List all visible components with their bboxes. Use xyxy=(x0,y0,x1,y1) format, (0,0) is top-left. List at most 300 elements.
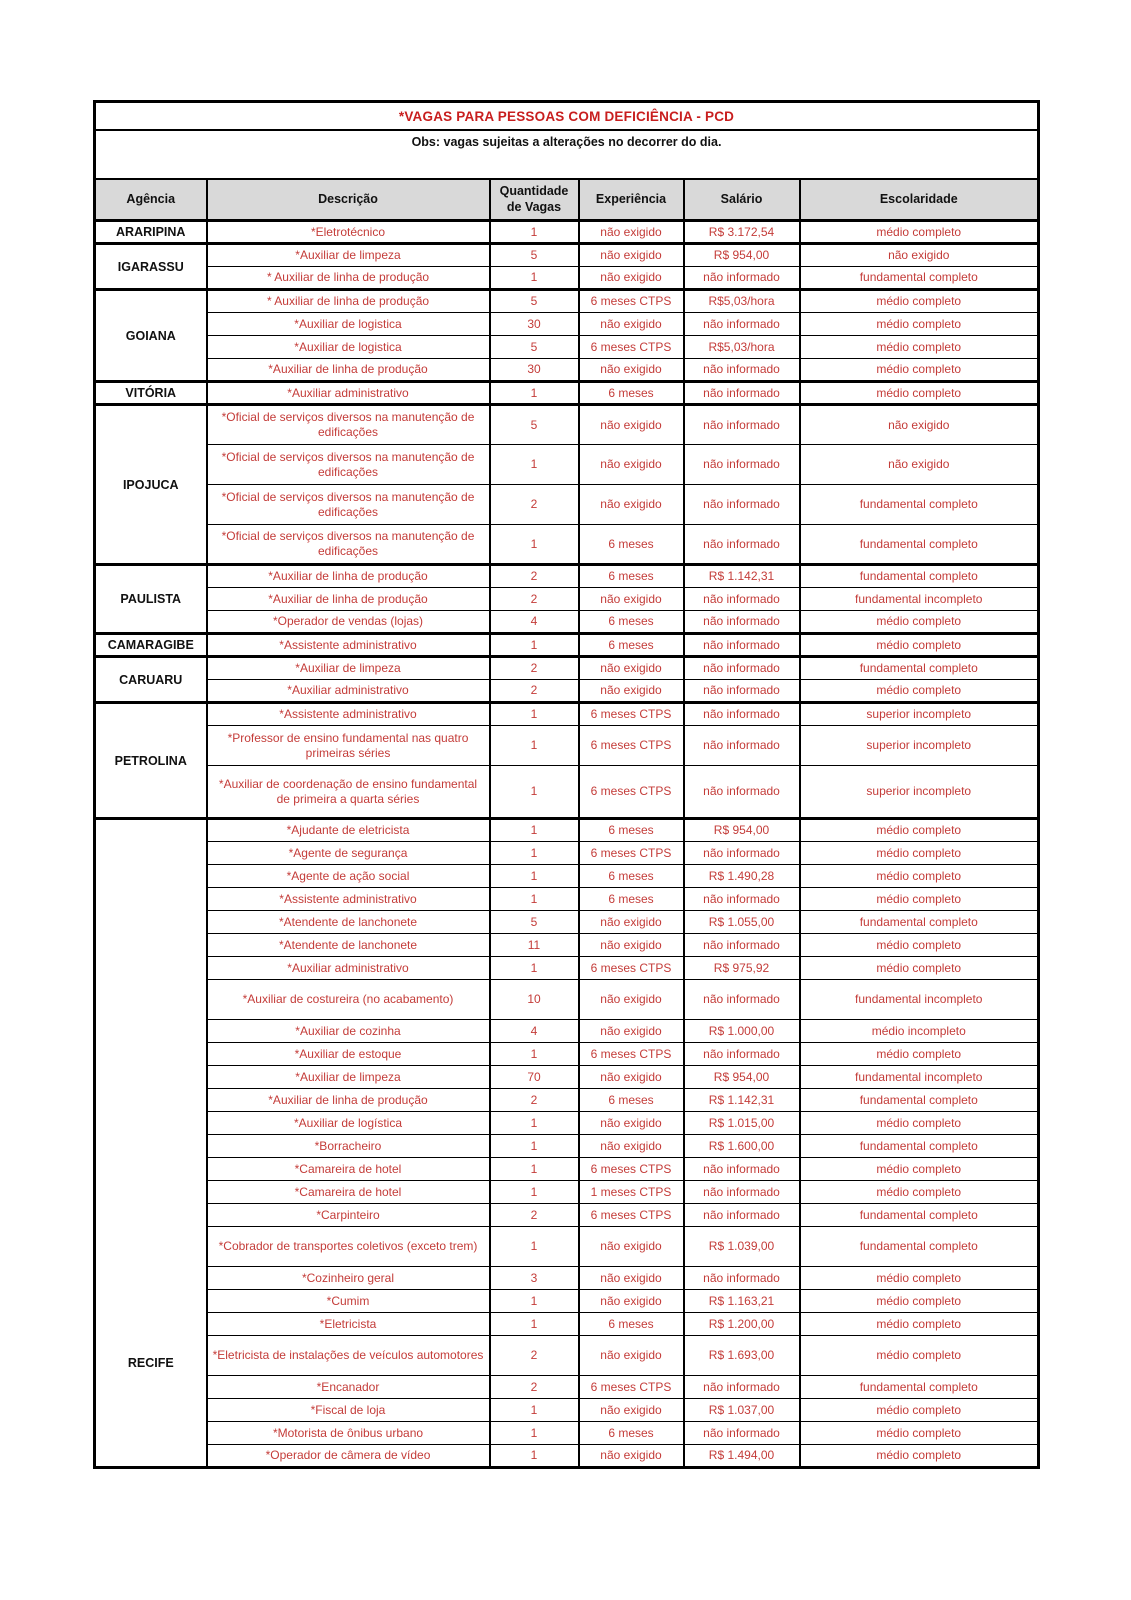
education-cell: médio completo xyxy=(800,1267,1039,1290)
quantity-cell: 1 xyxy=(490,1445,579,1468)
description-cell: *Auxiliar de linha de produção xyxy=(207,359,490,382)
table-row xyxy=(95,726,1039,766)
education-cell: médio completo xyxy=(800,1158,1039,1181)
table-row xyxy=(95,221,1039,244)
quantity-cell: 1 xyxy=(490,766,579,819)
quantity-cell: 30 xyxy=(490,359,579,382)
education-cell: fundamental completo xyxy=(800,565,1039,588)
quantity-cell: 1 xyxy=(490,703,579,726)
education-cell: fundamental completo xyxy=(800,1376,1039,1399)
description-cell: * Auxiliar de linha de produção xyxy=(207,267,490,290)
table-row xyxy=(95,1135,1039,1158)
education-cell: fundamental completo xyxy=(800,911,1039,934)
education-cell: médio completo xyxy=(800,634,1039,657)
experience-cell: não exigido xyxy=(579,1267,684,1290)
table-row xyxy=(95,1227,1039,1267)
salary-cell: R$ 1.600,00 xyxy=(684,1135,800,1158)
education-cell: superior incompleto xyxy=(800,726,1039,766)
quantity-cell: 4 xyxy=(490,611,579,634)
salary-cell: não informado xyxy=(684,680,800,703)
description-cell: *Auxiliar de limpeza xyxy=(207,244,490,267)
quantity-cell: 1 xyxy=(490,726,579,766)
table-row xyxy=(95,611,1039,634)
description-cell: *Auxiliar de logistica xyxy=(207,313,490,336)
salary-cell: não informado xyxy=(684,313,800,336)
salary-cell: não informado xyxy=(684,1422,800,1445)
description-cell: *Auxiliar de logística xyxy=(207,1112,490,1135)
salary-cell: R$ 1.055,00 xyxy=(684,911,800,934)
salary-cell: R$ 1.015,00 xyxy=(684,1112,800,1135)
description-cell: *Borracheiro xyxy=(207,1135,490,1158)
description-cell: *Eletricista de instalações de veículos automotores xyxy=(207,1336,490,1376)
description-cell: *Auxiliar de logistica xyxy=(207,336,490,359)
table-row xyxy=(95,290,1039,313)
salary-cell: não informado xyxy=(684,382,800,405)
agency-cell: PAULISTA xyxy=(95,565,207,634)
education-cell: médio completo xyxy=(800,1399,1039,1422)
column-header-row xyxy=(95,179,1039,221)
experience-cell: 6 meses CTPS xyxy=(579,766,684,819)
education-cell: fundamental incompleto xyxy=(800,980,1039,1020)
experience-cell: 6 meses CTPS xyxy=(579,842,684,865)
experience-cell: não exigido xyxy=(579,1399,684,1422)
salary-cell: R$ 1.494,00 xyxy=(684,1445,800,1468)
quantity-cell: 2 xyxy=(490,1089,579,1112)
experience-cell: 6 meses xyxy=(579,611,684,634)
quantity-cell: 5 xyxy=(490,244,579,267)
salary-cell: R$ 1.039,00 xyxy=(684,1227,800,1267)
experience-cell: 6 meses xyxy=(579,1422,684,1445)
table-row xyxy=(95,244,1039,267)
salary-cell: não informado xyxy=(684,657,800,680)
table-row xyxy=(95,525,1039,565)
description-cell: *Oficial de serviços diversos na manutenção de edificações xyxy=(207,485,490,525)
agency-cell: IPOJUCA xyxy=(95,405,207,565)
description-cell: *Auxiliar de coordenação de ensino fundamental de primeira a quarta séries xyxy=(207,766,490,819)
experience-cell: não exigido xyxy=(579,980,684,1020)
education-cell: não exigido xyxy=(800,244,1039,267)
salary-cell: não informado xyxy=(684,1158,800,1181)
experience-cell: não exigido xyxy=(579,405,684,445)
table-row xyxy=(95,1376,1039,1399)
experience-cell: não exigido xyxy=(579,221,684,244)
experience-cell: não exigido xyxy=(579,588,684,611)
table-row xyxy=(95,1158,1039,1181)
table-row xyxy=(95,1399,1039,1422)
experience-cell: não exigido xyxy=(579,1445,684,1468)
quantity-cell: 70 xyxy=(490,1066,579,1089)
description-cell: *Cobrador de transportes coletivos (exceto trem) xyxy=(207,1227,490,1267)
table-row xyxy=(95,1313,1039,1336)
salary-cell: R$ 1.142,31 xyxy=(684,1089,800,1112)
agency-cell: PETROLINA xyxy=(95,703,207,819)
quantity-cell: 1 xyxy=(490,634,579,657)
education-cell: médio completo xyxy=(800,934,1039,957)
salary-cell: não informado xyxy=(684,267,800,290)
education-cell: médio completo xyxy=(800,382,1039,405)
table-row xyxy=(95,588,1039,611)
description-cell: *Assistente administrativo xyxy=(207,703,490,726)
table-row xyxy=(95,980,1039,1020)
quantity-cell: 2 xyxy=(490,485,579,525)
table-row xyxy=(95,1181,1039,1204)
description-cell: *Auxiliar administrativo xyxy=(207,957,490,980)
description-cell: *Carpinteiro xyxy=(207,1204,490,1227)
experience-cell: não exigido xyxy=(579,445,684,485)
quantity-cell: 2 xyxy=(490,565,579,588)
description-cell: *Oficial de serviços diversos na manutenção de edificações xyxy=(207,525,490,565)
education-cell: superior incompleto xyxy=(800,703,1039,726)
table-row xyxy=(95,1089,1039,1112)
education-cell: médio completo xyxy=(800,359,1039,382)
salary-cell: não informado xyxy=(684,445,800,485)
salary-cell: não informado xyxy=(684,525,800,565)
salary-cell: não informado xyxy=(684,888,800,911)
table-row xyxy=(95,819,1039,842)
experience-cell: 6 meses CTPS xyxy=(579,726,684,766)
quantity-cell: 1 xyxy=(490,382,579,405)
note-text: Obs: vagas sujeitas a alterações no decorrer do dia. xyxy=(95,130,1039,179)
quantity-cell: 2 xyxy=(490,680,579,703)
quantity-cell: 5 xyxy=(490,336,579,359)
quantity-cell: 1 xyxy=(490,445,579,485)
education-cell: fundamental completo xyxy=(800,1135,1039,1158)
salary-cell: R$ 1.693,00 xyxy=(684,1336,800,1376)
education-cell: não exigido xyxy=(800,445,1039,485)
salary-cell: não informado xyxy=(684,1043,800,1066)
experience-cell: 6 meses CTPS xyxy=(579,1376,684,1399)
salary-cell: R$ 1.490,28 xyxy=(684,865,800,888)
education-cell: não exigido xyxy=(800,405,1039,445)
quantity-cell: 1 xyxy=(490,1313,579,1336)
experience-cell: 6 meses CTPS xyxy=(579,1204,684,1227)
experience-cell: 6 meses xyxy=(579,888,684,911)
quantity-cell: 1 xyxy=(490,267,579,290)
experience-cell: não exigido xyxy=(579,911,684,934)
col-header-experiencia: Experiência xyxy=(579,179,684,221)
description-cell: *Fiscal de loja xyxy=(207,1399,490,1422)
quantity-cell: 5 xyxy=(490,911,579,934)
quantity-cell: 1 xyxy=(490,1181,579,1204)
quantity-cell: 1 xyxy=(490,525,579,565)
salary-cell: não informado xyxy=(684,485,800,525)
education-cell: médio completo xyxy=(800,1445,1039,1468)
quantity-cell: 3 xyxy=(490,1267,579,1290)
salary-cell: R$5,03/hora xyxy=(684,336,800,359)
description-cell: *Agente de ação social xyxy=(207,865,490,888)
note-row xyxy=(95,130,1039,179)
table-row xyxy=(95,359,1039,382)
description-cell: *Ajudante de eletricista xyxy=(207,819,490,842)
description-cell: *Assistente administrativo xyxy=(207,634,490,657)
experience-cell: 6 meses CTPS xyxy=(579,1043,684,1066)
education-cell: médio completo xyxy=(800,1112,1039,1135)
education-cell: médio completo xyxy=(800,313,1039,336)
quantity-cell: 1 xyxy=(490,1399,579,1422)
experience-cell: 6 meses xyxy=(579,634,684,657)
experience-cell: não exigido xyxy=(579,657,684,680)
salary-cell: R$ 954,00 xyxy=(684,244,800,267)
description-cell: *Auxiliar de linha de produção xyxy=(207,1089,490,1112)
education-cell: médio completo xyxy=(800,865,1039,888)
salary-cell: não informado xyxy=(684,980,800,1020)
experience-cell: 6 meses CTPS xyxy=(579,290,684,313)
description-cell: *Camareira de hotel xyxy=(207,1181,490,1204)
table-row xyxy=(95,680,1039,703)
experience-cell: 6 meses CTPS xyxy=(579,1158,684,1181)
table-row xyxy=(95,934,1039,957)
agency-cell: GOIANA xyxy=(95,290,207,382)
description-cell: *Oficial de serviços diversos na manutenção de edificações xyxy=(207,445,490,485)
salary-cell: R$ 1.163,21 xyxy=(684,1290,800,1313)
table-row xyxy=(95,1066,1039,1089)
quantity-cell: 1 xyxy=(490,1043,579,1066)
education-cell: médio completo xyxy=(800,221,1039,244)
description-cell: *Encanador xyxy=(207,1376,490,1399)
experience-cell: não exigido xyxy=(579,267,684,290)
quantity-cell: 1 xyxy=(490,1290,579,1313)
table-row xyxy=(95,382,1039,405)
salary-cell: não informado xyxy=(684,405,800,445)
experience-cell: não exigido xyxy=(579,1066,684,1089)
education-cell: fundamental completo xyxy=(800,485,1039,525)
education-cell: médio completo xyxy=(800,1181,1039,1204)
table-row xyxy=(95,485,1039,525)
experience-cell: 1 meses CTPS xyxy=(579,1181,684,1204)
agency-cell: ARARIPINA xyxy=(95,221,207,244)
salary-cell: R$ 1.142,31 xyxy=(684,565,800,588)
page-title: *VAGAS PARA PESSOAS COM DEFICIÊNCIA - PCD xyxy=(95,102,1039,131)
table-row xyxy=(95,1422,1039,1445)
quantity-cell: 11 xyxy=(490,934,579,957)
salary-cell: não informado xyxy=(684,1204,800,1227)
description-cell: *Cozinheiro geral xyxy=(207,1267,490,1290)
salary-cell: R$ 1.200,00 xyxy=(684,1313,800,1336)
table-row xyxy=(95,267,1039,290)
salary-cell: não informado xyxy=(684,1376,800,1399)
education-cell: médio completo xyxy=(800,957,1039,980)
col-header-quantidade: Quantidade de Vagas xyxy=(490,179,579,221)
experience-cell: não exigido xyxy=(579,244,684,267)
table-row xyxy=(95,1336,1039,1376)
description-cell: *Motorista de ônibus urbano xyxy=(207,1422,490,1445)
description-cell: *Auxiliar administrativo xyxy=(207,382,490,405)
salary-cell: R$ 954,00 xyxy=(684,1066,800,1089)
agency-cell: CARUARU xyxy=(95,657,207,703)
description-cell: *Auxiliar de linha de produção xyxy=(207,588,490,611)
salary-cell: não informado xyxy=(684,611,800,634)
col-header-agencia: Agência xyxy=(95,179,207,221)
quantity-cell: 1 xyxy=(490,1135,579,1158)
quantity-cell: 5 xyxy=(490,405,579,445)
education-cell: fundamental completo xyxy=(800,525,1039,565)
col-header-salario: Salário xyxy=(684,179,800,221)
description-cell: *Oficial de serviços diversos na manutenção de edificações xyxy=(207,405,490,445)
table-row xyxy=(95,1290,1039,1313)
quantity-cell: 1 xyxy=(490,1112,579,1135)
quantity-cell: 10 xyxy=(490,980,579,1020)
table-row xyxy=(95,405,1039,445)
description-cell: *Professor de ensino fundamental nas quatro primeiras séries xyxy=(207,726,490,766)
experience-cell: não exigido xyxy=(579,1020,684,1043)
description-cell: *Operador de câmera de vídeo xyxy=(207,1445,490,1468)
quantity-cell: 2 xyxy=(490,1376,579,1399)
quantity-cell: 1 xyxy=(490,888,579,911)
table-row xyxy=(95,957,1039,980)
table-row xyxy=(95,842,1039,865)
education-cell: fundamental completo xyxy=(800,1227,1039,1267)
quantity-cell: 2 xyxy=(490,1336,579,1376)
experience-cell: 6 meses xyxy=(579,865,684,888)
table-row xyxy=(95,865,1039,888)
salary-cell: R$ 1.000,00 xyxy=(684,1020,800,1043)
experience-cell: 6 meses xyxy=(579,1089,684,1112)
education-cell: médio completo xyxy=(800,819,1039,842)
description-cell: *Camareira de hotel xyxy=(207,1158,490,1181)
quantity-cell: 1 xyxy=(490,957,579,980)
description-cell: *Operador de vendas (lojas) xyxy=(207,611,490,634)
table-row xyxy=(95,1204,1039,1227)
education-cell: médio completo xyxy=(800,1313,1039,1336)
table-row xyxy=(95,1043,1039,1066)
title-row xyxy=(95,102,1039,131)
experience-cell: não exigido xyxy=(579,1336,684,1376)
description-cell: *Auxiliar de cozinha xyxy=(207,1020,490,1043)
agency-cell: RECIFE xyxy=(95,819,207,1468)
experience-cell: não exigido xyxy=(579,1290,684,1313)
table-row xyxy=(95,1020,1039,1043)
salary-cell: não informado xyxy=(684,588,800,611)
table-row xyxy=(95,565,1039,588)
education-cell: fundamental completo xyxy=(800,267,1039,290)
description-cell: *Auxiliar de costureira (no acabamento) xyxy=(207,980,490,1020)
agency-cell: IGARASSU xyxy=(95,244,207,290)
education-cell: médio incompleto xyxy=(800,1020,1039,1043)
salary-cell: não informado xyxy=(684,359,800,382)
experience-cell: 6 meses xyxy=(579,382,684,405)
table-row xyxy=(95,911,1039,934)
experience-cell: não exigido xyxy=(579,680,684,703)
experience-cell: 6 meses CTPS xyxy=(579,957,684,980)
salary-cell: não informado xyxy=(684,726,800,766)
experience-cell: 6 meses xyxy=(579,525,684,565)
quantity-cell: 2 xyxy=(490,588,579,611)
salary-cell: não informado xyxy=(684,1267,800,1290)
salary-cell: não informado xyxy=(684,766,800,819)
salary-cell: não informado xyxy=(684,1181,800,1204)
quantity-cell: 2 xyxy=(490,657,579,680)
education-cell: superior incompleto xyxy=(800,766,1039,819)
col-header-descricao: Descrição xyxy=(207,179,490,221)
description-cell: *Atendente de lanchonete xyxy=(207,934,490,957)
table-row xyxy=(95,634,1039,657)
quantity-cell: 1 xyxy=(490,842,579,865)
table-row xyxy=(95,766,1039,819)
table-row xyxy=(95,336,1039,359)
table-row xyxy=(95,657,1039,680)
experience-cell: não exigido xyxy=(579,1135,684,1158)
education-cell: médio completo xyxy=(800,1043,1039,1066)
education-cell: médio completo xyxy=(800,1336,1039,1376)
quantity-cell: 1 xyxy=(490,1227,579,1267)
description-cell: *Atendente de lanchonete xyxy=(207,911,490,934)
salary-cell: R$ 1.037,00 xyxy=(684,1399,800,1422)
experience-cell: 6 meses CTPS xyxy=(579,336,684,359)
table-row xyxy=(95,1445,1039,1468)
table-row xyxy=(95,1267,1039,1290)
experience-cell: não exigido xyxy=(579,485,684,525)
description-cell: * Auxiliar de linha de produção xyxy=(207,290,490,313)
quantity-cell: 1 xyxy=(490,865,579,888)
experience-cell: 6 meses xyxy=(579,1313,684,1336)
quantity-cell: 1 xyxy=(490,819,579,842)
salary-cell: não informado xyxy=(684,703,800,726)
salary-cell: não informado xyxy=(684,842,800,865)
description-cell: *Agente de segurança xyxy=(207,842,490,865)
education-cell: fundamental incompleto xyxy=(800,1066,1039,1089)
vacancies-table xyxy=(93,100,1040,1469)
education-cell: fundamental incompleto xyxy=(800,588,1039,611)
experience-cell: não exigido xyxy=(579,359,684,382)
description-cell: *Eletrotécnico xyxy=(207,221,490,244)
experience-cell: não exigido xyxy=(579,1227,684,1267)
table-row xyxy=(95,313,1039,336)
quantity-cell: 2 xyxy=(490,1204,579,1227)
experience-cell: 6 meses xyxy=(579,565,684,588)
education-cell: médio completo xyxy=(800,611,1039,634)
description-cell: *Auxiliar de estoque xyxy=(207,1043,490,1066)
education-cell: médio completo xyxy=(800,680,1039,703)
education-cell: médio completo xyxy=(800,842,1039,865)
description-cell: *Auxiliar administrativo xyxy=(207,680,490,703)
education-cell: médio completo xyxy=(800,336,1039,359)
salary-cell: não informado xyxy=(684,634,800,657)
quantity-cell: 4 xyxy=(490,1020,579,1043)
salary-cell: não informado xyxy=(684,934,800,957)
quantity-cell: 30 xyxy=(490,313,579,336)
description-cell: *Auxiliar de linha de produção xyxy=(207,565,490,588)
salary-cell: R$ 975,92 xyxy=(684,957,800,980)
description-cell: *Eletricista xyxy=(207,1313,490,1336)
description-cell: *Auxiliar de limpeza xyxy=(207,657,490,680)
education-cell: médio completo xyxy=(800,1422,1039,1445)
experience-cell: 6 meses CTPS xyxy=(579,703,684,726)
table-row xyxy=(95,888,1039,911)
education-cell: fundamental completo xyxy=(800,1204,1039,1227)
table-row xyxy=(95,445,1039,485)
description-cell: *Assistente administrativo xyxy=(207,888,490,911)
agency-cell: VITÓRIA xyxy=(95,382,207,405)
description-cell: *Cumim xyxy=(207,1290,490,1313)
education-cell: médio completo xyxy=(800,1290,1039,1313)
education-cell: fundamental completo xyxy=(800,1089,1039,1112)
table-row xyxy=(95,703,1039,726)
agency-cell: CAMARAGIBE xyxy=(95,634,207,657)
education-cell: médio completo xyxy=(800,888,1039,911)
experience-cell: não exigido xyxy=(579,1112,684,1135)
experience-cell: não exigido xyxy=(579,934,684,957)
table-row xyxy=(95,1112,1039,1135)
salary-cell: R$5,03/hora xyxy=(684,290,800,313)
description-cell: *Auxiliar de limpeza xyxy=(207,1066,490,1089)
experience-cell: não exigido xyxy=(579,313,684,336)
col-header-escolaridade: Escolaridade xyxy=(800,179,1039,221)
quantity-cell: 1 xyxy=(490,1158,579,1181)
education-cell: fundamental completo xyxy=(800,657,1039,680)
experience-cell: 6 meses xyxy=(579,819,684,842)
quantity-cell: 1 xyxy=(490,1422,579,1445)
salary-cell: R$ 3.172,54 xyxy=(684,221,800,244)
